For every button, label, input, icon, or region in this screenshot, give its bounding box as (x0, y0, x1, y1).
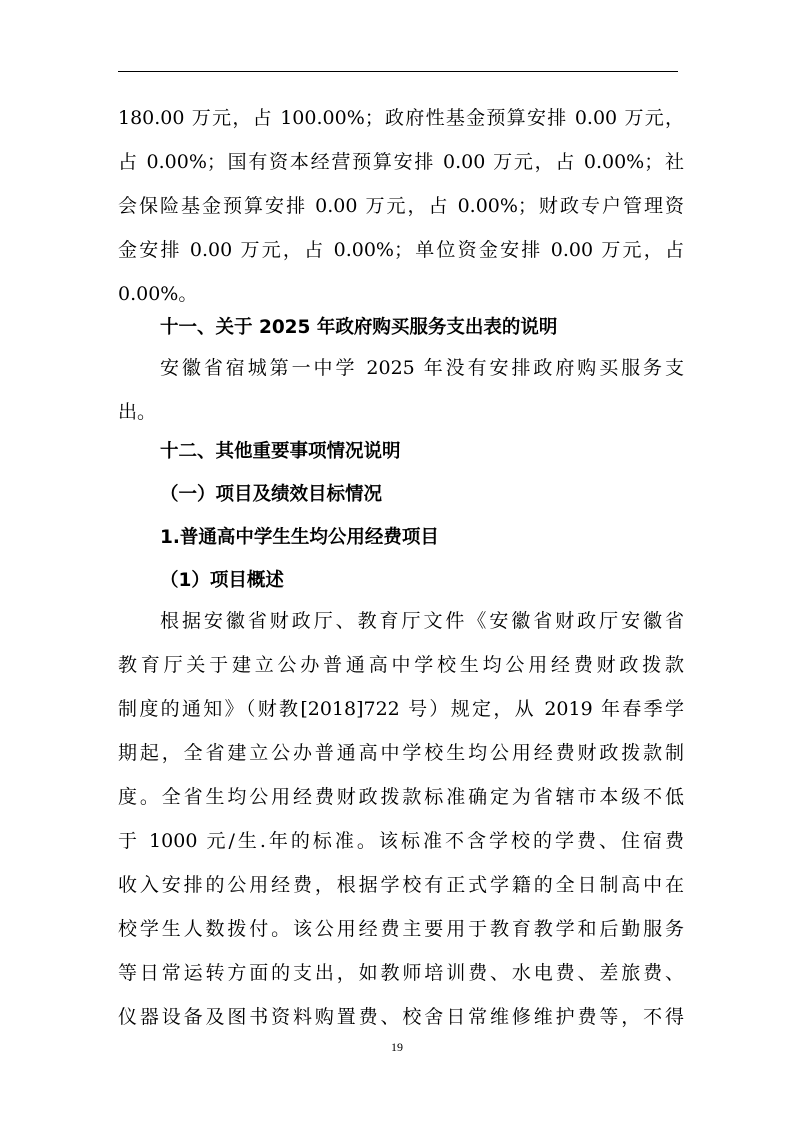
text-line: 会保险基金预算安排 0.00 万元，占 0.00%；财政专户管理资 (118, 195, 684, 217)
text-line: 安徽省宿城第一中学 2025 年没有安排政府购买服务支 (160, 357, 684, 379)
text-line: 金安排 0.00 万元，占 0.00%；单位资金安排 0.00 万元，占 (118, 239, 684, 261)
text-line: 制度的通知》（财教[2018]722 号）规定，从 2019 年春季学 (118, 698, 684, 720)
text-line: 期起，全省建立公办普通高中学校生均公用经费财政拨款制 (118, 742, 684, 764)
text-line: 出。 (118, 401, 157, 423)
header-rule (118, 71, 678, 72)
text-line: 教育厅关于建立公办普通高中学校生均公用经费财政拨款 (118, 654, 684, 676)
subsection-heading: （一）项目及绩效目标情况 (160, 484, 383, 505)
text-line: 0.00%。 (118, 283, 198, 305)
section-heading: 十一、关于 2025 年政府购买服务支出表的说明 (160, 317, 558, 338)
text-line: 于 1000 元/生.年的标准。该标准不含学校的学费、住宿费 (118, 830, 684, 852)
text-line: 180.00 万元，占 100.00%；政府性基金预算安排 0.00 万元， (118, 107, 684, 129)
subsection-heading: 1.普通高中学生生均公用经费项目 (160, 527, 439, 548)
text-line: 仪器设备及图书资料购置费、校舍日常维修维护费等，不得 (118, 1006, 684, 1028)
text-line: 根据安徽省财政厅、教育厅文件《安徽省财政厅安徽省 (160, 610, 684, 632)
text-line: 等日常运转方面的支出，如教师培训费、水电费、差旅费、 (118, 962, 684, 984)
page-number: 19 (391, 1040, 403, 1054)
text-line: 占 0.00%；国有资本经营预算安排 0.00 万元，占 0.00%；社 (118, 151, 684, 173)
text-line: 校学生人数拨付。该公用经费主要用于教育教学和后勤服务 (118, 918, 684, 940)
subsection-heading: （1）项目概述 (160, 570, 284, 591)
text-line: 度。全省生均公用经费财政拨款标准确定为省辖市本级不低 (118, 786, 684, 808)
section-heading: 十二、其他重要事项情况说明 (160, 441, 401, 462)
text-line: 收入安排的公用经费，根据学校有正式学籍的全日制高中在 (118, 874, 684, 896)
